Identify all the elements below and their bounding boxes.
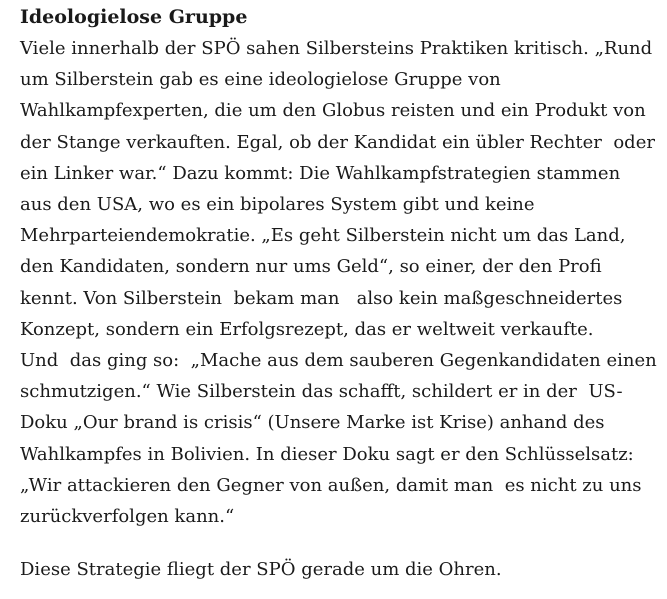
paragraph-line: Viele innerhalb der SPÖ sahen Silbersteins Praktiken kritisch. „Rund xyxy=(20,38,653,59)
paragraph-2: Diese Strategie fliegt der SPÖ gerade um die Ohren. xyxy=(20,559,502,581)
paragraph-line: um Silberstein gab es eine ideologielose Gruppe von xyxy=(20,69,501,91)
paragraph-line: „Wir attackieren den Gegner von außen, damit man es nicht zu uns xyxy=(20,474,642,496)
paragraph-line: Und das ging so: „Mache aus dem sauberen Gegenkandidaten einen xyxy=(20,350,657,372)
paragraph-line: ein Linker war.“ Dazu kommt: Die Wahlkampfstrategien stammen xyxy=(20,162,621,184)
paragraph-line: der Stange verkauften. Egal, ob der Kandidat ein übler Rechter oder xyxy=(20,131,655,153)
paragraph-line: schmutzigen.“ Wie Silberstein das schafft, schildert er in der US- xyxy=(20,381,623,403)
paragraph-line: Doku „Our brand is crisis“ (Unsere Marke ist Krise) anhand des xyxy=(20,412,605,434)
article-body xyxy=(20,2,660,585)
paragraph-line: aus den USA, wo es ein bipolares System gibt und keine xyxy=(20,194,535,216)
paragraph-line: Wahlkampfes in Bolivien. In dieser Doku sagt er den Schlüsselsatz: xyxy=(20,443,634,465)
section-heading: Ideologielose Gruppe xyxy=(20,6,248,28)
paragraph-line: kennt. Von Silberstein bekam man also kein maßgeschneidertes xyxy=(20,287,623,309)
paragraph-line: Konzept, sondern ein Erfolgsrezept, das er weltweit verkaufte. xyxy=(20,318,594,340)
paragraph-line: Wahlkampfexperten, die um den Globus reisten und ein Produkt von xyxy=(20,100,646,122)
paragraph-line: den Kandidaten, sondern nur ums Geld“, so einer, der den Profi xyxy=(20,256,602,278)
paragraph-spacer xyxy=(20,532,660,554)
paragraph-1 xyxy=(20,33,660,532)
paragraph-line: Mehrparteiendemokratie. „Es geht Silberstein nicht um das Land, xyxy=(20,225,626,247)
paragraph-line: zurückverfolgen kann.“ xyxy=(20,506,235,528)
